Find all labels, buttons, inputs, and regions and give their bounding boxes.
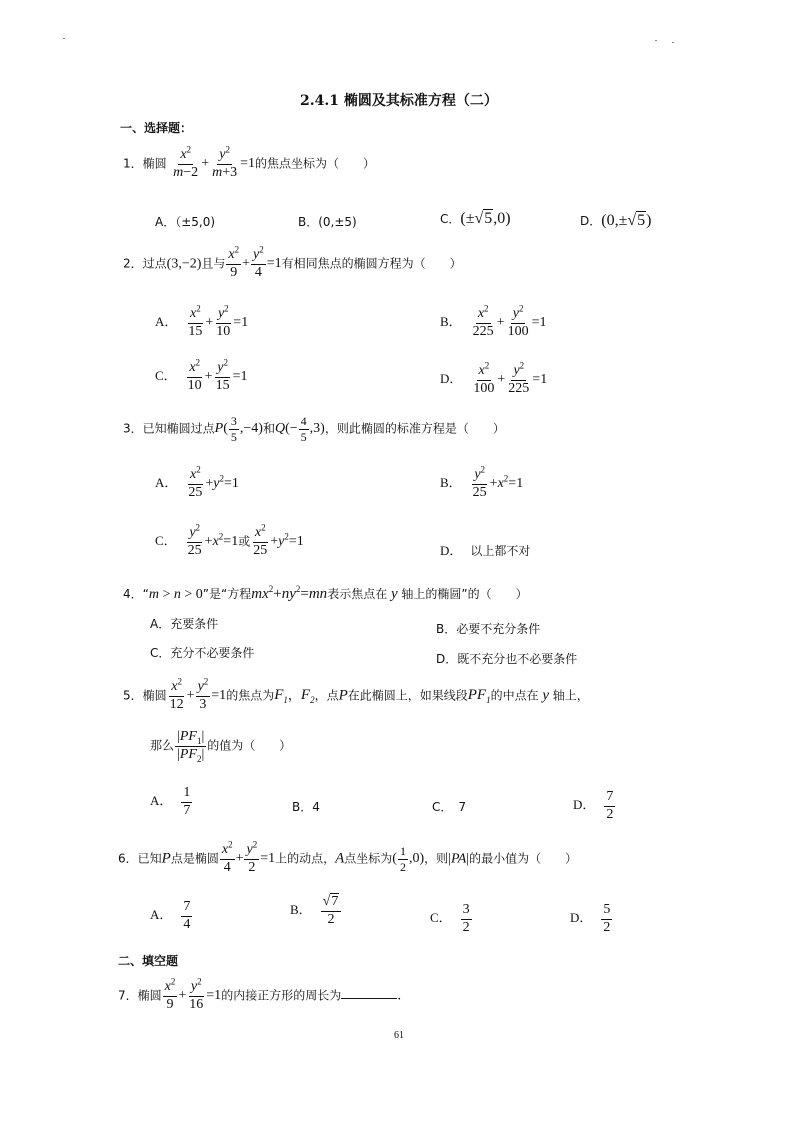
question-5-line-2: 那么 $\frac{|PF_1|}{|PF_2|}$ 的值为（ ） [150,729,292,764]
page-title: 2.4.1 椭圆及其标准方程（二） [300,93,498,109]
q1-option-a: A．（±5,0) [155,215,216,229]
q2-option-c: C． $\frac{x^2}{10}$ + $\frac{y^2}{15}$ =1 [155,357,248,393]
q1-option-b: B．(0,±5) [298,215,357,229]
section-choice-heading: 一、选择题： [120,121,193,135]
page-number: 61 [394,1030,404,1041]
q6-option-a: A． $\frac{7}{4}$ [150,899,191,932]
q5-option-d: D． $\frac{7}{2}$ [573,789,614,822]
q6-option-d: D． $\frac{5}{2}$ [570,902,611,935]
question-2: 2．过点(3,−2)且与 $\frac{x^2}{9}$ + $\frac{y^2}{4}$ =1有相同焦点的椭圆方程为（ ） [123,244,462,280]
scan-speck [672,42,674,43]
q3-option-d: D． 以上都不对 [440,543,531,558]
q4-option-d: D．既不充分也不必要条件 [436,652,578,666]
scan-speck [63,38,65,39]
q3-option-a: A． $\frac{x^2}{25}$ $+y^2=1$ [155,464,239,500]
q6-option-c: C． $\frac{3}{2}$ [430,902,470,935]
section-fill-heading: 二、填空题 [118,954,179,968]
q2-option-d: D． $\frac{x^2}{100}$ + $\frac{y^2}{225}$ =1 [440,360,548,396]
question-3: 3．已知椭圆过点P( $\frac{3}{5}$ ,−4)和Q(− $\frac{4}{5}$ ,3)，则此椭圆的标准方程是（ ） [123,414,505,444]
q2-option-b: B． $\frac{x^2}{225}$ + $\frac{y^2}{100}$ =1 [440,303,547,339]
question-4: 4．“m > n > 0”是“方程$mx^2+ny^2=mn$表示焦点在 y 轴上的椭圆”的（ ） [123,584,528,602]
q1-option-c: C．(±√5,0) [440,210,511,227]
q6-option-b: B． $\frac{√7}{2}$ [290,895,342,927]
answer-blank [341,988,397,999]
q4-option-b: B．必要不充分条件 [436,622,541,636]
question-1: 1．椭圆 $\frac{x^2}{m-2}$ + $\frac{y^2}{m+3}$ =1的焦点坐标为（ ） [123,144,376,180]
scan-speck [655,40,657,41]
q4-option-c: C．充分不必要条件 [150,646,255,660]
q5-option-b: B．4 [292,800,320,814]
question-5: 5．椭圆 $\frac{x^2}{12}$ + $\frac{y^2}{3}$ =1的焦点为$F_1$，$F_2$，点P在此椭圆上，如果线段$PF_1$的中点在 y 轴上， [123,676,589,712]
question-7: 7．椭圆 $\frac{x^2}{9}$ + $\frac{y^2}{16}$ =1的内接正方形的周长为 . [118,976,402,1012]
q1-option-d: D．(0,±√5) [580,212,652,229]
q4-option-a: A．充要条件 [150,617,219,631]
q3-option-b: B． $\frac{y^2}{25}$ $+x^2=1$ [440,464,524,500]
q5-option-a: A． $\frac{1}{7}$ [150,785,191,818]
question-6: 6．已知P点是椭圆 $\frac{x^2}{4}$ + $\frac{y^2}{2}$ =1上的动点，A点坐标为( $\frac{1}{2}$ ,0)，则|PA|的最小值为（ ） [118,839,578,875]
q2-option-a: A． $\frac{x^2}{15}$ + $\frac{y^2}{10}$ =1 [155,303,249,339]
q3-option-c: C． $\frac{y^2}{25}$ $+x^2=1$或 $\frac{x^2}{25}$ $+y^2=1$ [155,522,304,558]
q5-option-c: C． 7 [432,800,467,814]
